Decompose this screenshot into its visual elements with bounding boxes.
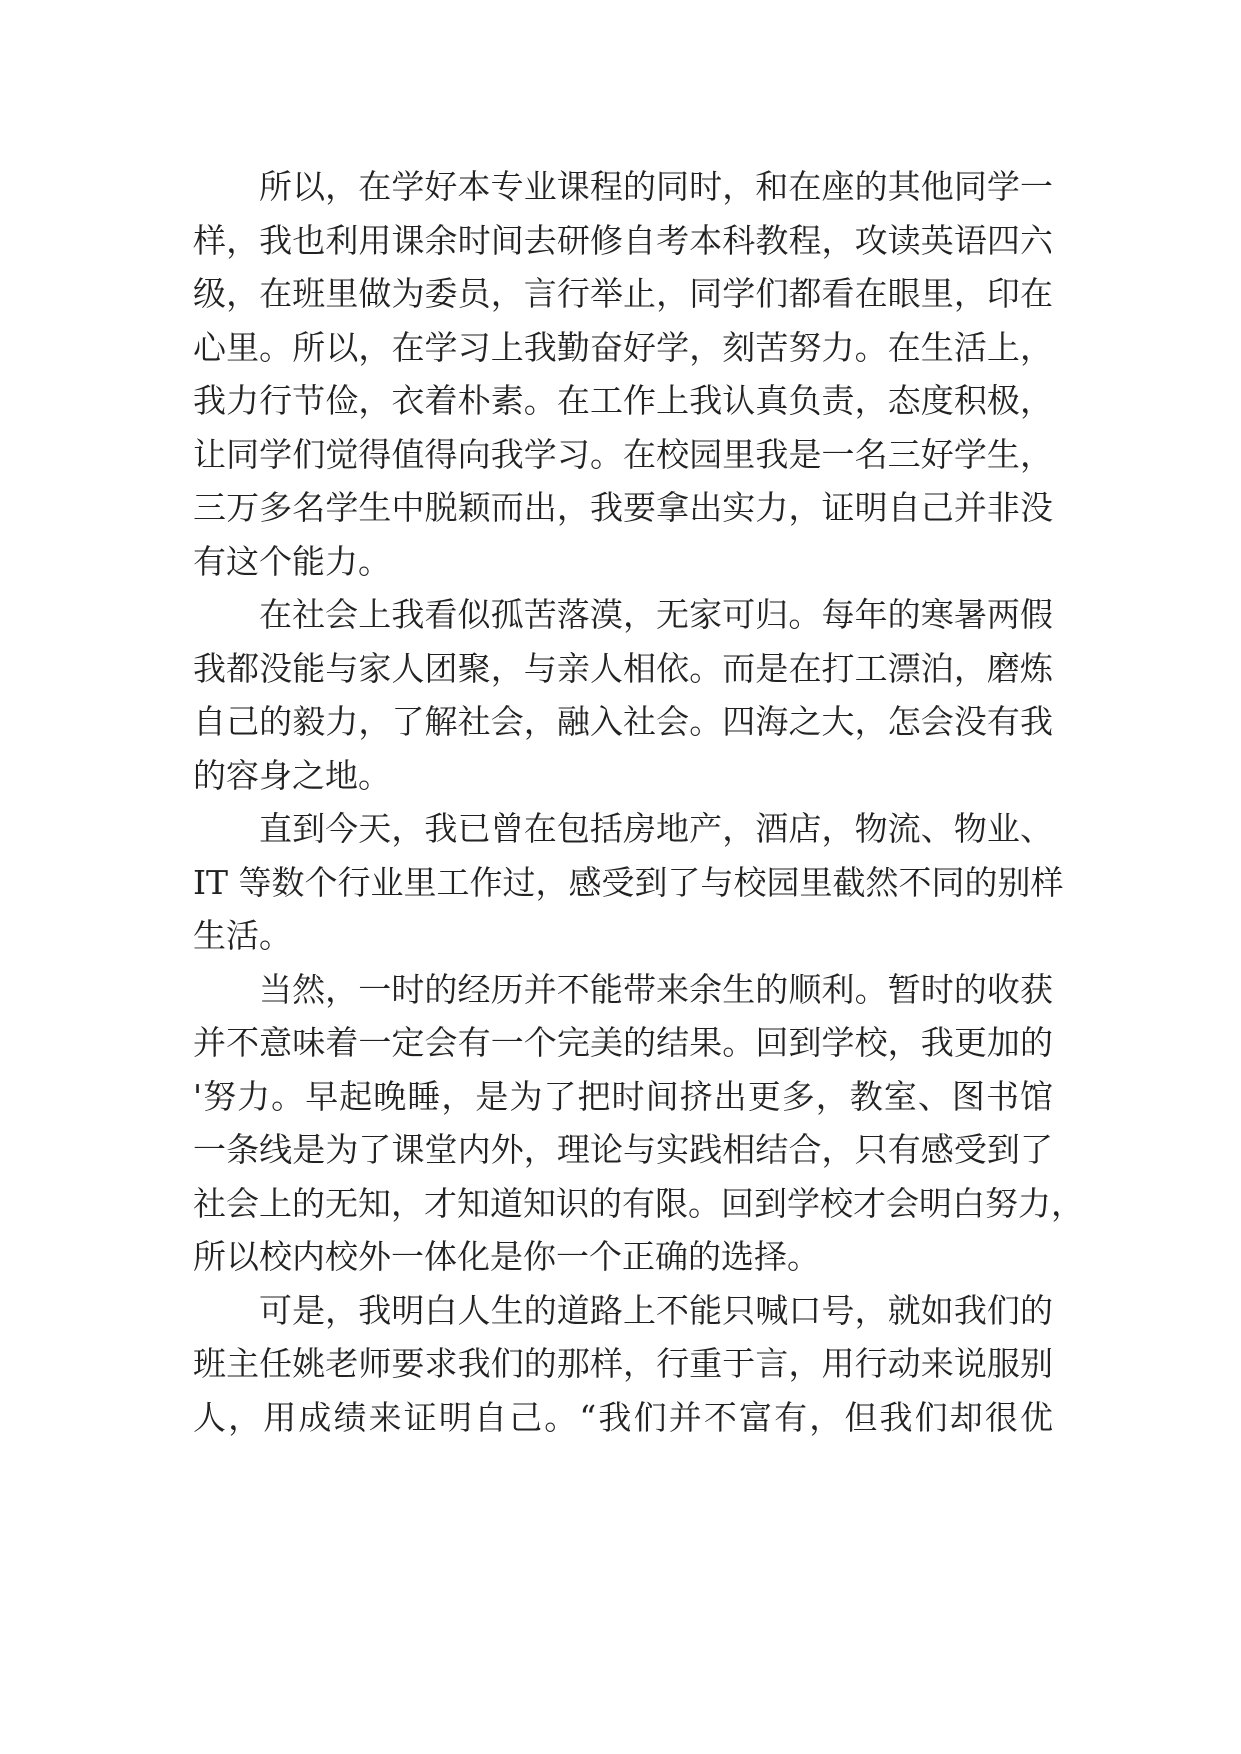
text-line: 级，在班里做为委员，言行举止，同学们都看在眼里，印在 (193, 274, 1053, 313)
text-line: 有这个能力。 (193, 541, 391, 581)
paragraph (193, 1284, 1053, 1445)
text-line: 我力行节俭，衣着朴素。在工作上我认真负责，态度积极， (193, 381, 1053, 420)
paragraph (193, 963, 1084, 1284)
text-line: 三万多名学生中脱颖而出，我要拿出实力，证明自己并非没 (193, 488, 1053, 527)
text-line: IT 等数个行业里工作过，感受到了与校园里截然不同的别样 (193, 862, 1064, 902)
text-line: 心里。所以，在学习上我勤奋好学，刻苦努力。在生活上， (193, 327, 1053, 367)
text-line: 当然，一时的经历并不能带来余生的顺利。暂时的收获 (259, 969, 1053, 1009)
text-line: 的容身之地。 (193, 755, 391, 795)
paragraph (193, 802, 1064, 963)
text-line: 并不意味着一定会有一个完美的结果。回到学校，我更加的 (193, 1023, 1053, 1062)
text-line: 一条线是为了课堂内外，理论与实践相结合，只有感受到了 (193, 1130, 1053, 1169)
document-body (193, 160, 1084, 1444)
text-line: 我都没能与家人团聚，与亲人相依。而是在打工漂泊，磨炼 (193, 648, 1053, 688)
text-line: 所以，在学好本专业课程的同时，和在座的其他同学一 (259, 167, 1053, 206)
paragraph (193, 588, 1053, 802)
text-line: '努力。早起晚睡，是为了把时间挤出更多，教室、图书馆 (193, 1076, 1053, 1116)
text-line: 所以校内校外一体化是你一个正确的选择。 (193, 1237, 820, 1276)
text-line: 人，用成绩来证明自己。“我们并不富有，但我们却很优 (193, 1397, 1053, 1437)
text-line: 在社会上我看似孤苦落漠，无家可归。每年的寒暑两假 (259, 595, 1053, 634)
text-line: 让同学们觉得值得向我学习。在校园里我是一名三好学生， (193, 434, 1053, 474)
text-line: 样，我也利用课余时间去研修自考本科教程，攻读英语四六 (193, 220, 1053, 260)
text-line: 直到今天，我已曾在包括房地产，酒店，物流、物业、 (259, 809, 1053, 848)
text-line: 班主任姚老师要求我们的那样，行重于言，用行动来说服别 (193, 1344, 1053, 1383)
paragraph (193, 160, 1053, 588)
text-line: 可是，我明白人生的道路上不能只喊口号，就如我们的 (259, 1290, 1053, 1330)
text-line: 生活。 (193, 916, 292, 955)
text-line: 自己的毅力，了解社会，融入社会。四海之大，怎会没有我 (193, 702, 1053, 741)
text-line: 社会上的无知，才知道知识的有限。回到学校才会明白努力， (193, 1183, 1084, 1223)
